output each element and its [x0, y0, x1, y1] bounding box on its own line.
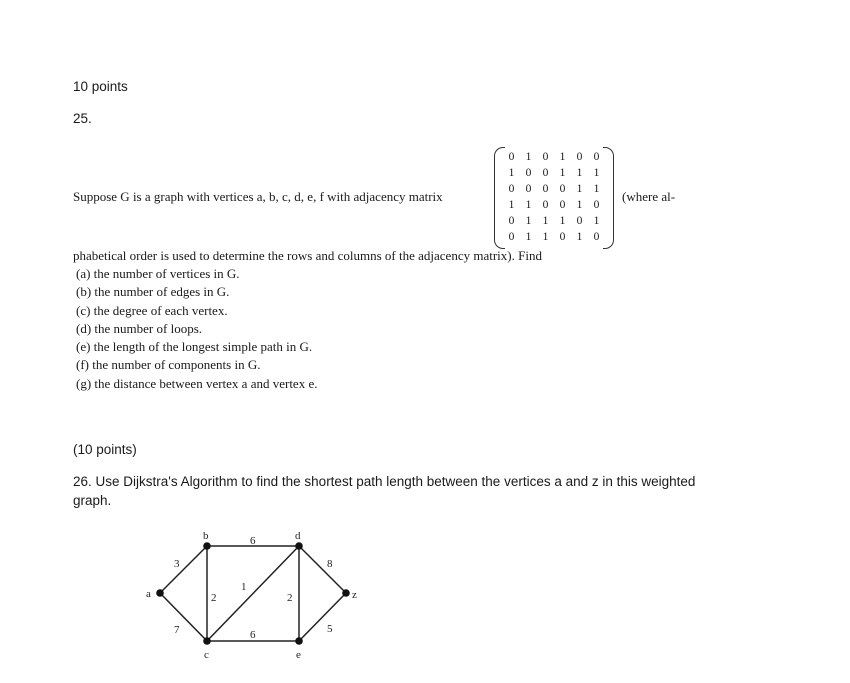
q25-aside: (where al- — [622, 189, 676, 204]
matrix-cell: 1 — [559, 215, 566, 227]
list-item: (g) the distance between vertex a and vertex e. — [76, 375, 318, 391]
matrix-cell: 1 — [508, 199, 515, 211]
label-a: a — [146, 588, 151, 600]
matrix-cell: 0 — [508, 183, 515, 195]
matrix-cell: 0 — [593, 231, 600, 243]
matrix-cell: 1 — [542, 215, 549, 227]
matrix-cell: 1 — [525, 151, 532, 163]
matrix-cell: 1 — [576, 183, 583, 195]
list-item: (a) the number of vertices in G. — [76, 266, 240, 281]
matrix-cell: 1 — [576, 231, 583, 243]
matrix-cell: 1 — [559, 167, 566, 179]
matrix-cell: 1 — [525, 199, 532, 211]
label-z: z — [352, 589, 357, 601]
matrix-cell: 0 — [593, 199, 600, 211]
matrix-cell: 1 — [593, 167, 600, 179]
matrix-cell: 0 — [525, 167, 532, 179]
matrix-cell: 1 — [593, 183, 600, 195]
q25-number: 25. — [73, 111, 92, 126]
matrix-cell: 1 — [593, 215, 600, 227]
matrix-cell: 0 — [542, 183, 549, 195]
weight-bc: 2 — [211, 592, 217, 604]
q25-intro: Suppose G is a graph with vertices a, b, c, d, e, f with adjacency matrix — [73, 189, 443, 204]
vertex-z — [342, 589, 350, 597]
weight-ab: 3 — [174, 558, 180, 570]
edge-a-c — [160, 593, 207, 641]
matrix-cell: 0 — [508, 151, 515, 163]
list-item: (d) the number of loops. — [76, 320, 203, 336]
matrix-cell: 0 — [559, 199, 566, 211]
matrix-cell: 0 — [559, 183, 566, 195]
label-e: e — [296, 649, 301, 661]
edge-d-z — [299, 546, 346, 593]
weight-dz: 8 — [327, 558, 333, 570]
vertex-a — [156, 589, 164, 597]
matrix-cell: 0 — [542, 151, 549, 163]
weight-de: 2 — [287, 592, 293, 604]
matrix-cell: 0 — [508, 215, 515, 227]
q25-continuation: phabetical order is used to determine the rows and columns of the adjacency matrix). Find — [73, 248, 542, 263]
list-item: (c) the degree of each vertex. — [76, 302, 228, 318]
matrix-cell: 0 — [525, 183, 532, 195]
weight-ce: 6 — [250, 629, 256, 641]
q25-points: 10 points — [73, 79, 128, 94]
matrix-cell: 0 — [576, 151, 583, 163]
matrix-cell: 0 — [508, 231, 515, 243]
vertex-d — [295, 542, 303, 550]
matrix-cell: 0 — [542, 199, 549, 211]
label-b: b — [203, 530, 209, 542]
q26-points: (10 points) — [73, 442, 137, 457]
edge-a-b — [160, 546, 207, 593]
matrix-cell: 1 — [559, 151, 566, 163]
list-item: (b) the number of edges in G. — [76, 284, 230, 300]
list-item: (f) the number of components in G. — [76, 357, 261, 373]
weight-ez: 5 — [327, 623, 333, 635]
list-item: (e) the length of the longest simple path in G. — [76, 339, 313, 355]
label-c: c — [204, 649, 209, 661]
weight-cd: 1 — [241, 581, 247, 593]
matrix-cell: 1 — [525, 231, 532, 243]
edge-e-z — [299, 593, 346, 641]
matrix-cell: 0 — [559, 231, 566, 243]
matrix-cell: 1 — [525, 215, 532, 227]
matrix-cell: 1 — [542, 231, 549, 243]
weight-ac: 7 — [174, 624, 180, 636]
q26-text-line1: 26. Use Dijkstra's Algorithm to find the shortest path length between the vertices a and z in this weighted — [73, 474, 696, 489]
vertex-b — [203, 542, 211, 550]
matrix-cell: 0 — [542, 167, 549, 179]
vertex-c — [203, 637, 211, 645]
matrix-cell: 1 — [576, 167, 583, 179]
label-d: d — [295, 530, 301, 542]
q26-text-line2: graph. — [73, 493, 112, 508]
weight-bd: 6 — [250, 535, 256, 547]
matrix-cell: 1 — [508, 167, 515, 179]
matrix-cell: 1 — [576, 199, 583, 211]
matrix-cell: 0 — [593, 151, 600, 163]
edge-c-d — [207, 546, 299, 641]
matrix-cell: 0 — [576, 215, 583, 227]
vertex-e — [295, 637, 303, 645]
